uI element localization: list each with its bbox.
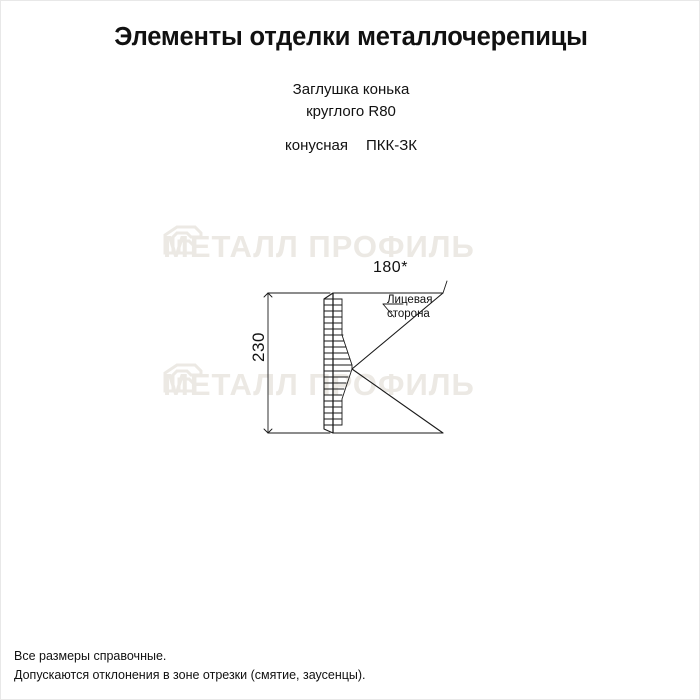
product-name-line-2: круглого R80 [306,103,396,120]
face-side-line-2: сторона [387,308,430,320]
product-subtitle [1,79,700,157]
product-code: ПКК-ЗК [365,137,417,154]
product-type: конусная [285,137,348,154]
watermark-text-bottom: МЕТАЛЛ ПРОФИЛЬ [163,367,475,402]
product-name-line-1: Заглушка конька [292,81,410,98]
page-title: Элементы отделки металлочерепицы [114,23,588,51]
face-side-callout [387,293,432,321]
product-type-line [1,135,700,157]
watermark-text-top: МЕТАЛЛ ПРОФИЛЬ [163,229,475,264]
footnote-tolerances: Допускаются отклонения в зоне отрезки (смятие, заусенцы). [14,668,366,682]
dimension-label-height: 230 [248,332,268,362]
metal-profile-logo-icon [161,361,217,403]
footnote-sizes: Все размеры справочные. [14,649,167,663]
face-side-line-1: Лицевая [387,294,433,306]
dimension-label-angle: 180* [373,259,408,276]
metal-profile-logo-icon [161,223,217,265]
footnotes [14,647,366,685]
